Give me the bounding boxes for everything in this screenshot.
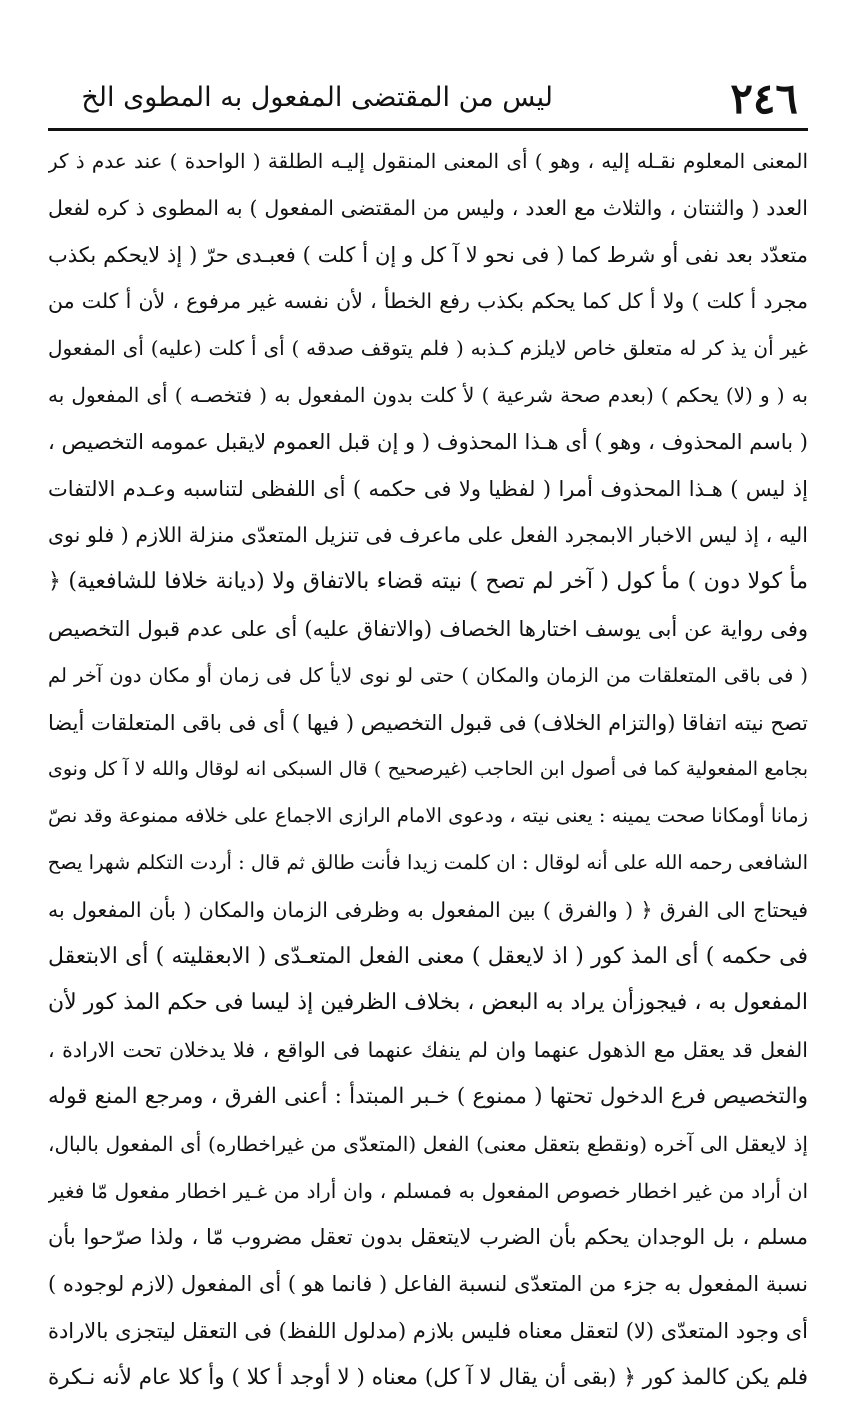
- text-line: المفعول به ، فيجوزأن يراد به البعض ، بخلاف الظرفين إذ ليسا فى حكم المذ كور لأن: [48, 990, 808, 1016]
- text-line: فيحتاج الى الفرق ﴿ ( والفرق ) بين المفعول به وظرفى الزمان والمكان ( بأن المفعول به: [48, 897, 808, 922]
- text-line: اليه ، إذ ليس الاخبار الابمجرد الفعل على ماعرف فى تنزيل المتعدّى منزلة اللازم ( فلو نوى: [48, 523, 808, 548]
- text-line: الشافعى رحمه الله على أنه لوقال : ان كلمت زيدا فأنت طالق ثم قال : أردت التكلم شهرا يصح: [48, 850, 808, 874]
- page-header: [48, 70, 808, 131]
- text-line: فى حكمه ) أى المذ كور ( اذ لايعقل ) معنى الفعل المتعـدّى ( الابعقليته ) أى الابتعقل: [48, 943, 808, 969]
- text-line: ( باسم المحذوف ، وهو ) أى هـذا المحذوف ( و إن قبل العموم لايقبل عمومه التخصيص ،: [48, 429, 808, 454]
- text-line: بجامع المفعولية كما فى أصول ابن الحاجب (غيرصحيح ) قال السبكى انه لوقال والله لا آ كل ونوى: [48, 758, 808, 781]
- text-line: إذ ليس ) هـذا المحذوف أمرا ( لفظيا ولا فى حكمه ) أى اللفظى لتناسبه وعـدم الالتفات: [48, 476, 808, 501]
- text-line: متعدّد بعد نفى أو شرط كما ( فى نحو لا آ كل و إن أ كلت ) فعبـدى حرّ ( إذ لايحكم بكذب: [48, 242, 808, 267]
- text-line: المعنى المعلوم نقـله إليه ، وهو ) أى المعنى المنقول إليـه الطلقة ( الواحدة ) عند عدم ذ كر: [48, 149, 808, 173]
- text-line: غير أن يذ كر له متعلق خاص لايلزم كـذبه ( فلم يتوقف صدقه ) أى أ كلت (عليه) أى المفعول: [48, 336, 808, 361]
- text-line: ( فى باقى المتعلقات من الزمان والمكان ) حتى لو نوى لايأ كل فى زمان أو مكان دون آخر لم: [48, 663, 808, 687]
- page-number: ٢٤٦: [730, 74, 798, 123]
- text-line: ان أراد من غير اخطار خصوص المفعول به فمسلم ، وان أراد من غـير اخطار مفعول مّا فغير: [48, 1178, 808, 1203]
- text-line: والتخصيص فرع الدخول تحتها ( ممنوع ) خـبر المبتدأ : أعنى الفرق ، ومرجع المنع قوله: [48, 1083, 808, 1109]
- text-line: وفى رواية عن أبى يوسف اختارها الخصاف (والاتفاق عليه) أى على عدم قبول التخصيص: [48, 616, 808, 641]
- text-line: فلم يكن كالمذ كور ﴿ (بقى أن يقال لا آ كل) معناه ( لا أوجد أ كلا ) وأ كلا عام لأنه نـكرة: [48, 1364, 808, 1390]
- text-line: زمانا أومكانا صحت يمينه : يعنى نيته ، ودعوى الامام الرازى الاجماع على خلافه ممنوعة وقد نصّ: [48, 804, 808, 828]
- text-line: مسلم ، بل الوجدان يحكم بأن الضرب لايتعقل بدون تعقل مضروب مّا ، ولذا صرّحوا بأن: [48, 1225, 808, 1250]
- text-line: إذ لايعقل الى آخره (ونقطع بتعقل معنى) الفعل (المتعدّى من غيراخطاره) أى المفعول بالبال،: [48, 1131, 808, 1156]
- text-line: الفعل قد يعقل مع الذهول عنهما وان لم ينفك عنهما فى الواقع ، فلا يدخلان تحت الارادة ،: [48, 1038, 808, 1063]
- text-line: مجرد أ كلت ) ولا أ كل كما يحكم بكذب رفع الخطأ ، لأن نفسه غير مرفوع ، لأن أ كلت من: [48, 289, 808, 314]
- text-line: به ( و (لا) يحكم ) (بعدم صحة شرعية ) لأ كلت بدون المفعول به ( فتخصـه ) أى المفعول به: [48, 382, 808, 407]
- text-line: أى وجود المتعدّى (لا) لتعقل معناه فليس بلازم (مدلول اللفظ) فى التعقل ليتجزى بالارادة: [48, 1318, 808, 1343]
- text-line: العدد ( والثنتان ، والثلاث مع العدد ، وليس من المقتضى المفعول ) به المطوى ذ كره لفعل: [48, 195, 808, 220]
- running-title: ليس من المقتضى المفعول به المطوى الخ: [81, 82, 553, 113]
- body-text: [48, 138, 808, 1402]
- text-line: نسبة المفعول به جزء من المتعدّى لنسبة الفاعل ( فانما هو ) أى المفعول (لازم لوجوده ): [48, 1272, 808, 1297]
- text-line: مأ كولا دون ) مأ كول ( آخر لم تصح ) نيته قضاء بالاتفاق ولا (ديانة خلافا للشافعية) ﴿: [48, 569, 808, 595]
- text-line: تصح نيته اتفاقا (والتزام الخلاف) فى قبول التخصيص ( فيها ) أى فى باقى المتعلقات أيضا: [48, 710, 808, 735]
